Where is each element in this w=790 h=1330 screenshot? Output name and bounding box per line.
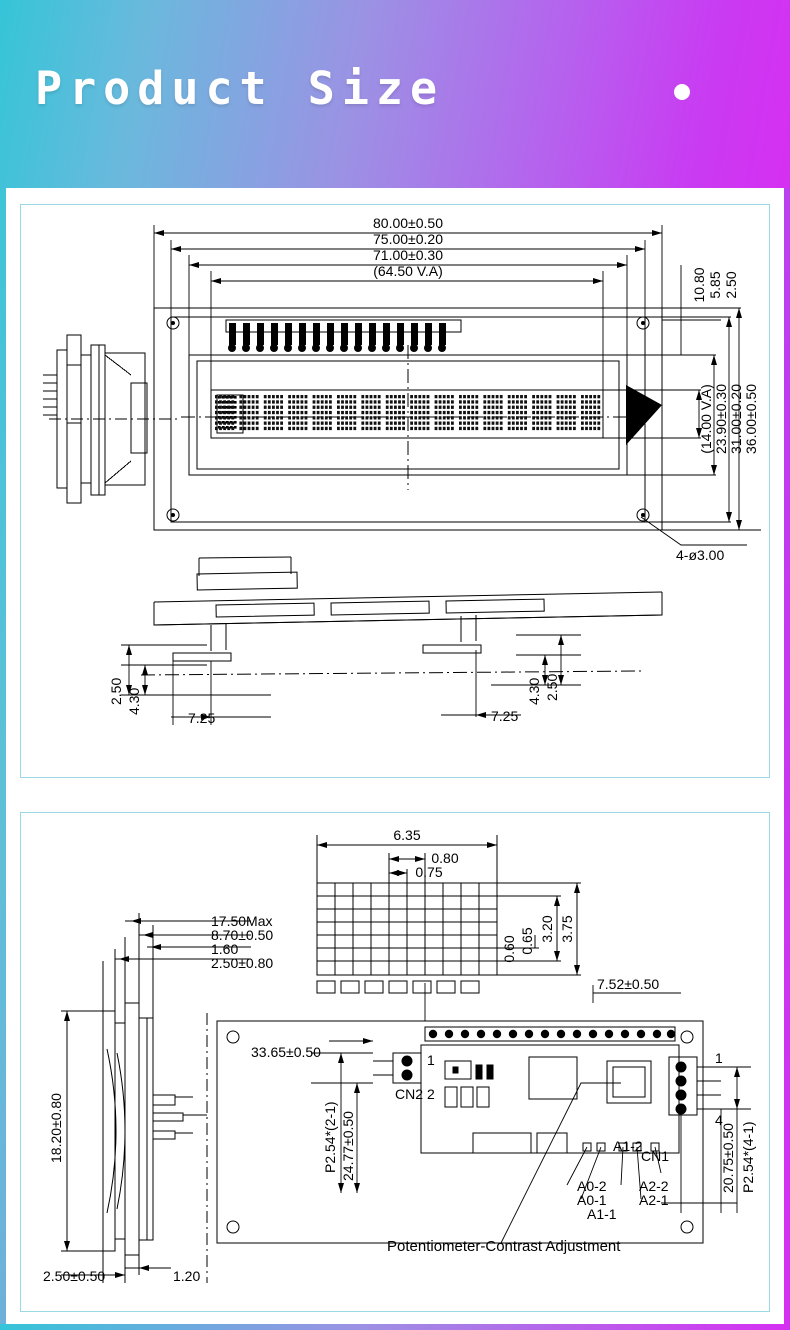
dim-cn2-len: 24.77±0.50	[340, 1111, 356, 1181]
dim-bezel-width: 75.00±0.20	[373, 231, 443, 247]
dim-dot-gap: 0.75	[415, 864, 443, 880]
dim-top-edge-3: 2.50	[723, 271, 739, 299]
dim-overall-height: 36.00±0.50	[743, 384, 759, 454]
pcb-dimension-drawing	[21, 813, 769, 1311]
dim-bottom-offset: 2.50±0.50	[43, 1268, 106, 1284]
page-header	[0, 0, 790, 188]
label-a2-1: A2-1	[639, 1192, 669, 1208]
pcb-dimension-panel	[20, 812, 770, 1312]
dim-overall-width: 80.00±0.50	[373, 215, 443, 231]
dim-glass-thickness: 2.50±0.80	[211, 955, 274, 971]
dim-mount-holes: 4-ø3.00	[676, 547, 725, 563]
label-cn1-pin1: 1	[715, 1050, 723, 1066]
outline-dimension-panel	[20, 204, 770, 778]
dim-module-thickness: 8.70±0.50	[211, 927, 274, 943]
label-a0-2: A0-2	[577, 1178, 607, 1194]
dim-lead-thickness: 1.20	[173, 1268, 201, 1284]
dim-max-thickness: 17.50Max	[211, 913, 273, 929]
label-cn2-pin2: 2	[427, 1086, 435, 1102]
dot-icon	[674, 84, 690, 100]
dim-pin-offset-right: 7.25	[491, 708, 519, 724]
label-a0-1: A0-1	[577, 1192, 607, 1208]
label-cn1: CN1	[641, 1148, 670, 1164]
page-title: Product Size	[35, 62, 445, 115]
dim-top-edge-1: 10.80	[691, 267, 707, 303]
dim-dot-height-3: 0.60	[501, 935, 517, 963]
label-cn2: CN2	[395, 1086, 424, 1102]
label-a2-2: A2-2	[639, 1178, 669, 1194]
dim-dot-pitch-width: 6.35	[393, 827, 421, 843]
outline-dimension-drawing	[21, 205, 769, 777]
dim-bezel-height: 31.00±0.20	[728, 384, 744, 454]
dim-dot-width: 0.80	[431, 850, 459, 866]
dim-view-height: 23.90±0.30	[713, 384, 729, 454]
dim-pin-h-right-2: 2.50	[544, 673, 560, 701]
dim-vertical-center: 18.20±0.80	[48, 1093, 64, 1163]
dim-view-width: 71.00±0.30	[373, 247, 443, 263]
dim-cn2-offset: 33.65±0.50	[251, 1044, 321, 1060]
label-cn1-pin4: 4	[715, 1112, 723, 1128]
dim-dot-height-1: 3.20	[539, 915, 555, 943]
dim-active-height: (14.00 V.A)	[698, 384, 714, 454]
dim-active-width: (64.50 V.A)	[373, 263, 443, 279]
dim-pin-offset-left: 7.25	[188, 710, 216, 726]
dim-pin-h-right-1: 4.30	[526, 677, 542, 705]
dim-top-offset: 7.52±0.50	[597, 976, 660, 992]
dim-cn2-pitch: P2.54*(2-1)	[322, 1101, 338, 1173]
label-cn2-pin1: 1	[427, 1052, 435, 1068]
dim-cn1-len: 20.75±0.50	[720, 1123, 736, 1193]
dim-pin-h-left-1: 2.50	[108, 677, 124, 705]
dim-pcb-thickness: 1.60	[211, 941, 239, 957]
dim-cn1-pitch: P2.54*(4-1)	[740, 1121, 756, 1193]
dim-top-edge-2: 5.85	[707, 271, 723, 299]
dim-dot-pitch-height: 3.75	[559, 915, 575, 943]
label-a1-1: A1-1	[587, 1206, 617, 1222]
dim-pin-h-left-2: 4.30	[126, 687, 142, 715]
footer-strip	[0, 1324, 790, 1330]
note-potentiometer: Potentiometer-Contrast Adjustment	[387, 1238, 621, 1255]
label-a1-2: A1-2	[613, 1138, 643, 1154]
dim-dot-height-2: 0.65	[519, 927, 535, 955]
